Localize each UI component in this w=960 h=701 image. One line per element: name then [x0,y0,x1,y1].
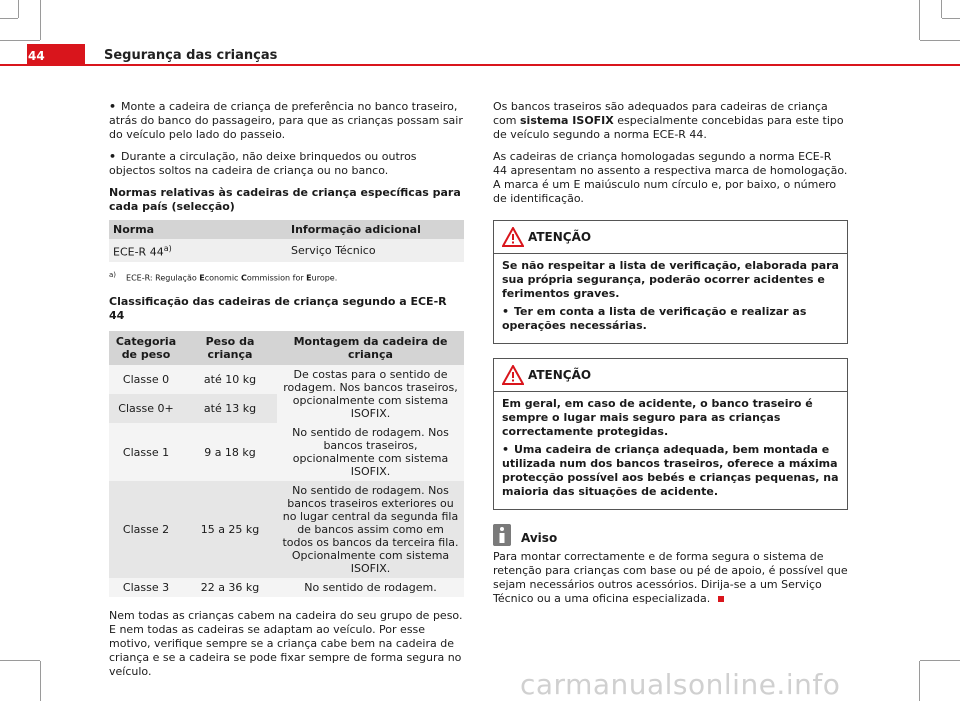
table-cell: 22 a 36 kg [183,578,277,597]
table-cell: Classe 2 [109,481,183,578]
end-mark-icon [718,596,724,602]
page-number: 44 [28,49,45,63]
bullet-dot-icon: • [502,443,510,456]
table-cell: Classe 3 [109,578,183,597]
table-cell: Classe 0 [109,365,183,394]
table-row [109,481,464,578]
page-title: Segurança das crianças [104,48,278,63]
crop-mark [920,40,960,41]
watermark: carmanualsonline.info [520,668,841,701]
classification-table [109,331,464,597]
footnote-ref: a) [163,244,172,253]
warning-header [494,359,847,392]
norms-table [109,220,464,262]
table-row [109,423,464,481]
warning-title: ATENÇÃO [528,368,592,382]
crop-mark [0,40,40,41]
crop-mark [0,18,18,19]
table-cell: até 10 kg [183,365,277,394]
table-cell: 9 a 18 kg [183,423,277,481]
table-header: Categoria de peso [109,331,183,365]
bullet-dot-icon: • [502,305,510,318]
table-cell: Serviço Técnico [287,239,464,262]
classification-title: Classificação das cadeiras de criança segundo a ECE-R 44 [109,295,447,323]
crop-mark [40,0,41,40]
warning-triangle-icon [502,227,524,247]
warning-triangle-icon [502,365,524,385]
table-cell: De costas para o sentido de rodagem. Nos bancos traseiros, opcionalmente com sistema ISOFIX. [277,365,464,423]
table-cell: No sentido de rodagem. Nos bancos traseiros exteriores ou no lugar central da segunda fila de bancos assim como em todos os bancos da terceira fila. Opcionalmente com sistema ISOFIX. [277,481,464,578]
left-column [109,100,464,687]
note-title: Aviso [521,531,558,545]
table-cell: 15 a 25 kg [183,481,277,578]
bullet-item: • Monte a cadeira de criança de preferência no banco traseiro, atrás do banco do passageiro, para que as crianças possam sair do veículo pelo lado do passeio. [109,100,463,141]
footnote: $^{a)}$ ECE-R: Regulação Economic Commission for Europe. [109,270,338,283]
norms-title: Normas relativas às cadeiras de criança específicas para cada país (selecção) [109,186,461,213]
note-text: Para montar correctamente e de forma segura o sistema de retenção para crianças com base ou pé de apoio, é possível que sejam necessários outros acessórios. Dirija-se a um Serviço Técnico ou a uma oficina especializada. [493,550,848,605]
bullet-dot-icon: • [109,150,117,163]
bullet-item: • Durante a circulação, não deixe brinquedos ou outros objectos soltos na cadeira de criança ou no banco. [109,150,417,177]
table-row [109,578,464,597]
bullet-dot-icon: • [109,100,117,113]
info-icon [493,524,511,546]
header-rule [0,64,960,66]
warning-box [493,220,848,344]
table-cell: No sentido de rodagem. Nos bancos traseiros, opcionalmente com sistema ISOFIX. [277,423,464,481]
table-header: Peso da criança [183,331,277,365]
crop-mark [942,18,960,19]
crop-mark [40,661,41,701]
warning-body: Em geral, em caso de acidente, o banco traseiro é sempre o lugar mais seguro para as crianças correctamente protegidas. • Uma cadeira de criança adequada, bem montada e utilizada num dos bancos traseiros, oferece a máxima protecção possível aos bebés e crianças pequenas, na maioria das situações de acidente. [502,397,839,498]
crop-mark [919,661,920,701]
crop-mark [18,0,19,18]
table-header: Informação adicional [287,220,464,239]
warning-box [493,358,848,510]
table-cell: No sentido de rodagem. [277,578,464,597]
crop-mark [920,660,960,661]
table-row [109,239,464,262]
warning-body: Se não respeitar a lista de verificação, elaborada para sua própria segurança, poderão ocorrer acidentes e ferimentos graves. • Ter em conta a lista de verificação e realizar as operações necessárias. [502,259,839,332]
closing-paragraph: Nem todas as crianças cabem na cadeira do seu grupo de peso. E nem todas as cadeiras se adaptam ao veículo. Por esse motivo, verifique sempre se a criança cabe bem na cadeira de criança e se a cadeira se pode fixar sempre de forma segura no veículo. [109,609,463,679]
crop-mark [0,660,40,661]
table-cell: Classe 1 [109,423,183,481]
warning-title: ATENÇÃO [528,230,592,244]
table-cell: Classe 0+ [109,394,183,423]
isofix-paragraph: Os bancos traseiros são adequados para cadeiras de criança com sistema ISOFIX especialmente concebidas para este tipo de veículo segundo a norma ECE-R 44. [493,100,844,141]
table-cell: até 13 kg [183,394,277,423]
homologation-paragraph: As cadeiras de criança homologadas segundo a norma ECE-R 44 apresentam no assento a respectiva marca de homologação. A marca é um E maiúsculo num círculo e, por baixo, o número de identificação. [493,150,848,205]
right-column [493,100,848,614]
note-header [493,524,848,550]
table-header: Montagem da cadeira de criança [277,331,464,365]
crop-mark [919,0,920,40]
table-cell: ECE-R 44$^{a)}$ [109,239,287,262]
table-header: Norma [109,220,287,239]
table-row [109,365,464,394]
crop-mark [941,0,942,18]
warning-header [494,221,847,254]
